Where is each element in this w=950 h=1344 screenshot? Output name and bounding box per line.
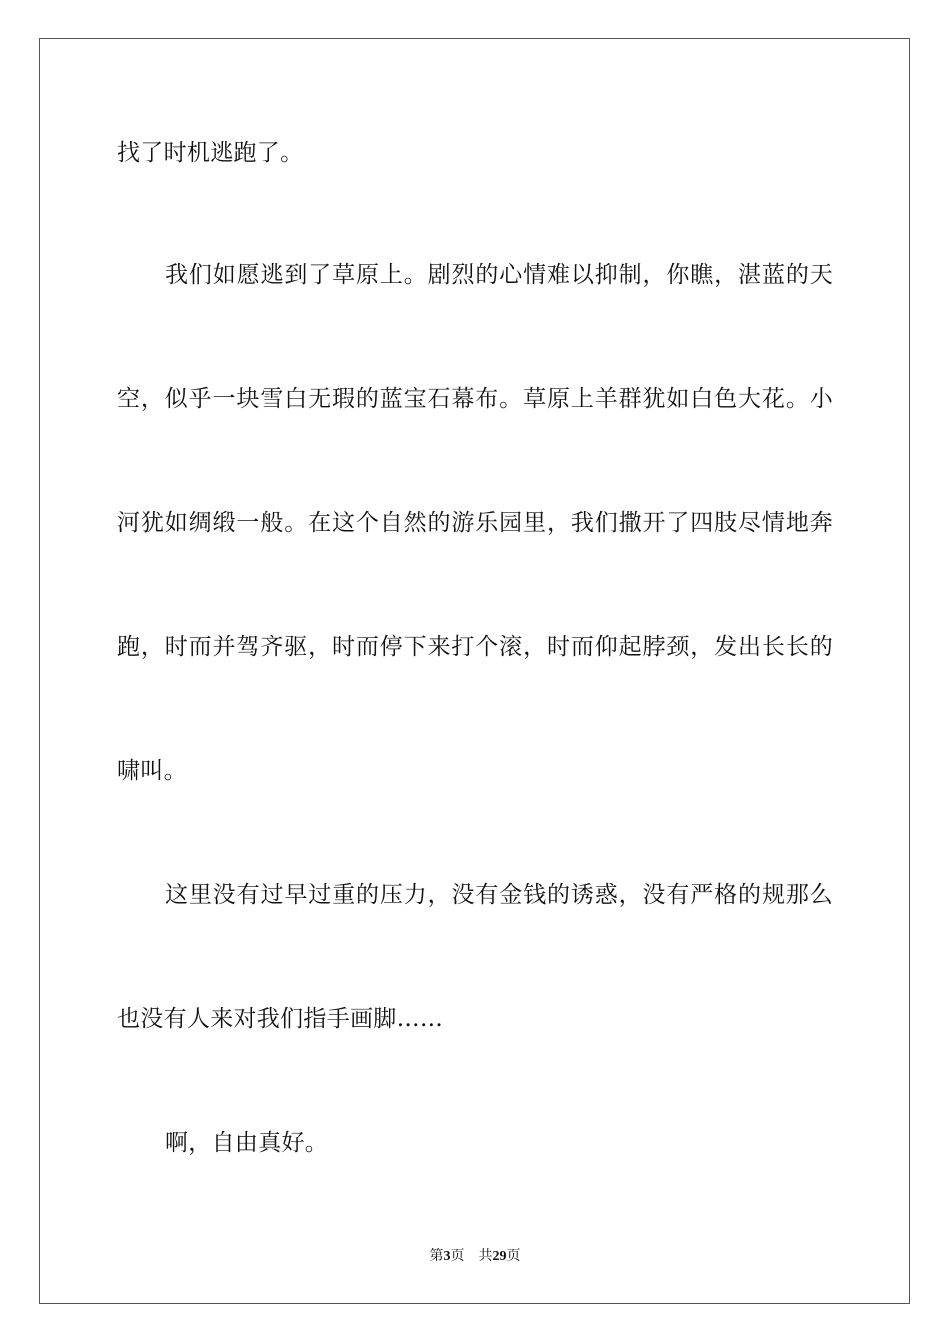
footer-total-suffix: 页 <box>506 1249 521 1264</box>
text-line-1: 找了时机逃跑了。 <box>117 140 304 166</box>
footer-total-prefix: 共 <box>478 1249 493 1264</box>
text-line-9: 啊，自由真好。 <box>165 1130 329 1156</box>
text-line-8: 也没有人来对我们指手画脚…… <box>117 1006 444 1032</box>
footer-page-prefix: 第 <box>429 1249 444 1264</box>
footer-page-number: 3 <box>443 1249 451 1264</box>
text-line-5: 跑，时而并驾齐驱，时而停下来打个滚，时而仰起脖颈，发出长长的 <box>117 634 833 660</box>
page-border <box>39 38 910 1304</box>
text-line-6: 啸叫。 <box>117 758 187 784</box>
text-line-7: 这里没有过早过重的压力，没有金钱的诱惑，没有严格的规那么 <box>165 882 833 908</box>
text-line-3: 空，似乎一块雪白无瑕的蓝宝石幕布。草原上羊群犹如白色大花。小 <box>117 386 833 412</box>
text-line-4: 河犹如绸缎一般。在这个自然的游乐园里，我们撒开了四肢尽情地奔 <box>117 510 833 536</box>
page-footer <box>0 1248 950 1266</box>
footer-page-suffix: 页 <box>450 1249 465 1264</box>
footer-total-pages: 29 <box>492 1249 507 1264</box>
text-line-2: 我们如愿逃到了草原上。剧烈的心情难以抑制，你瞧，湛蓝的天 <box>165 262 833 288</box>
